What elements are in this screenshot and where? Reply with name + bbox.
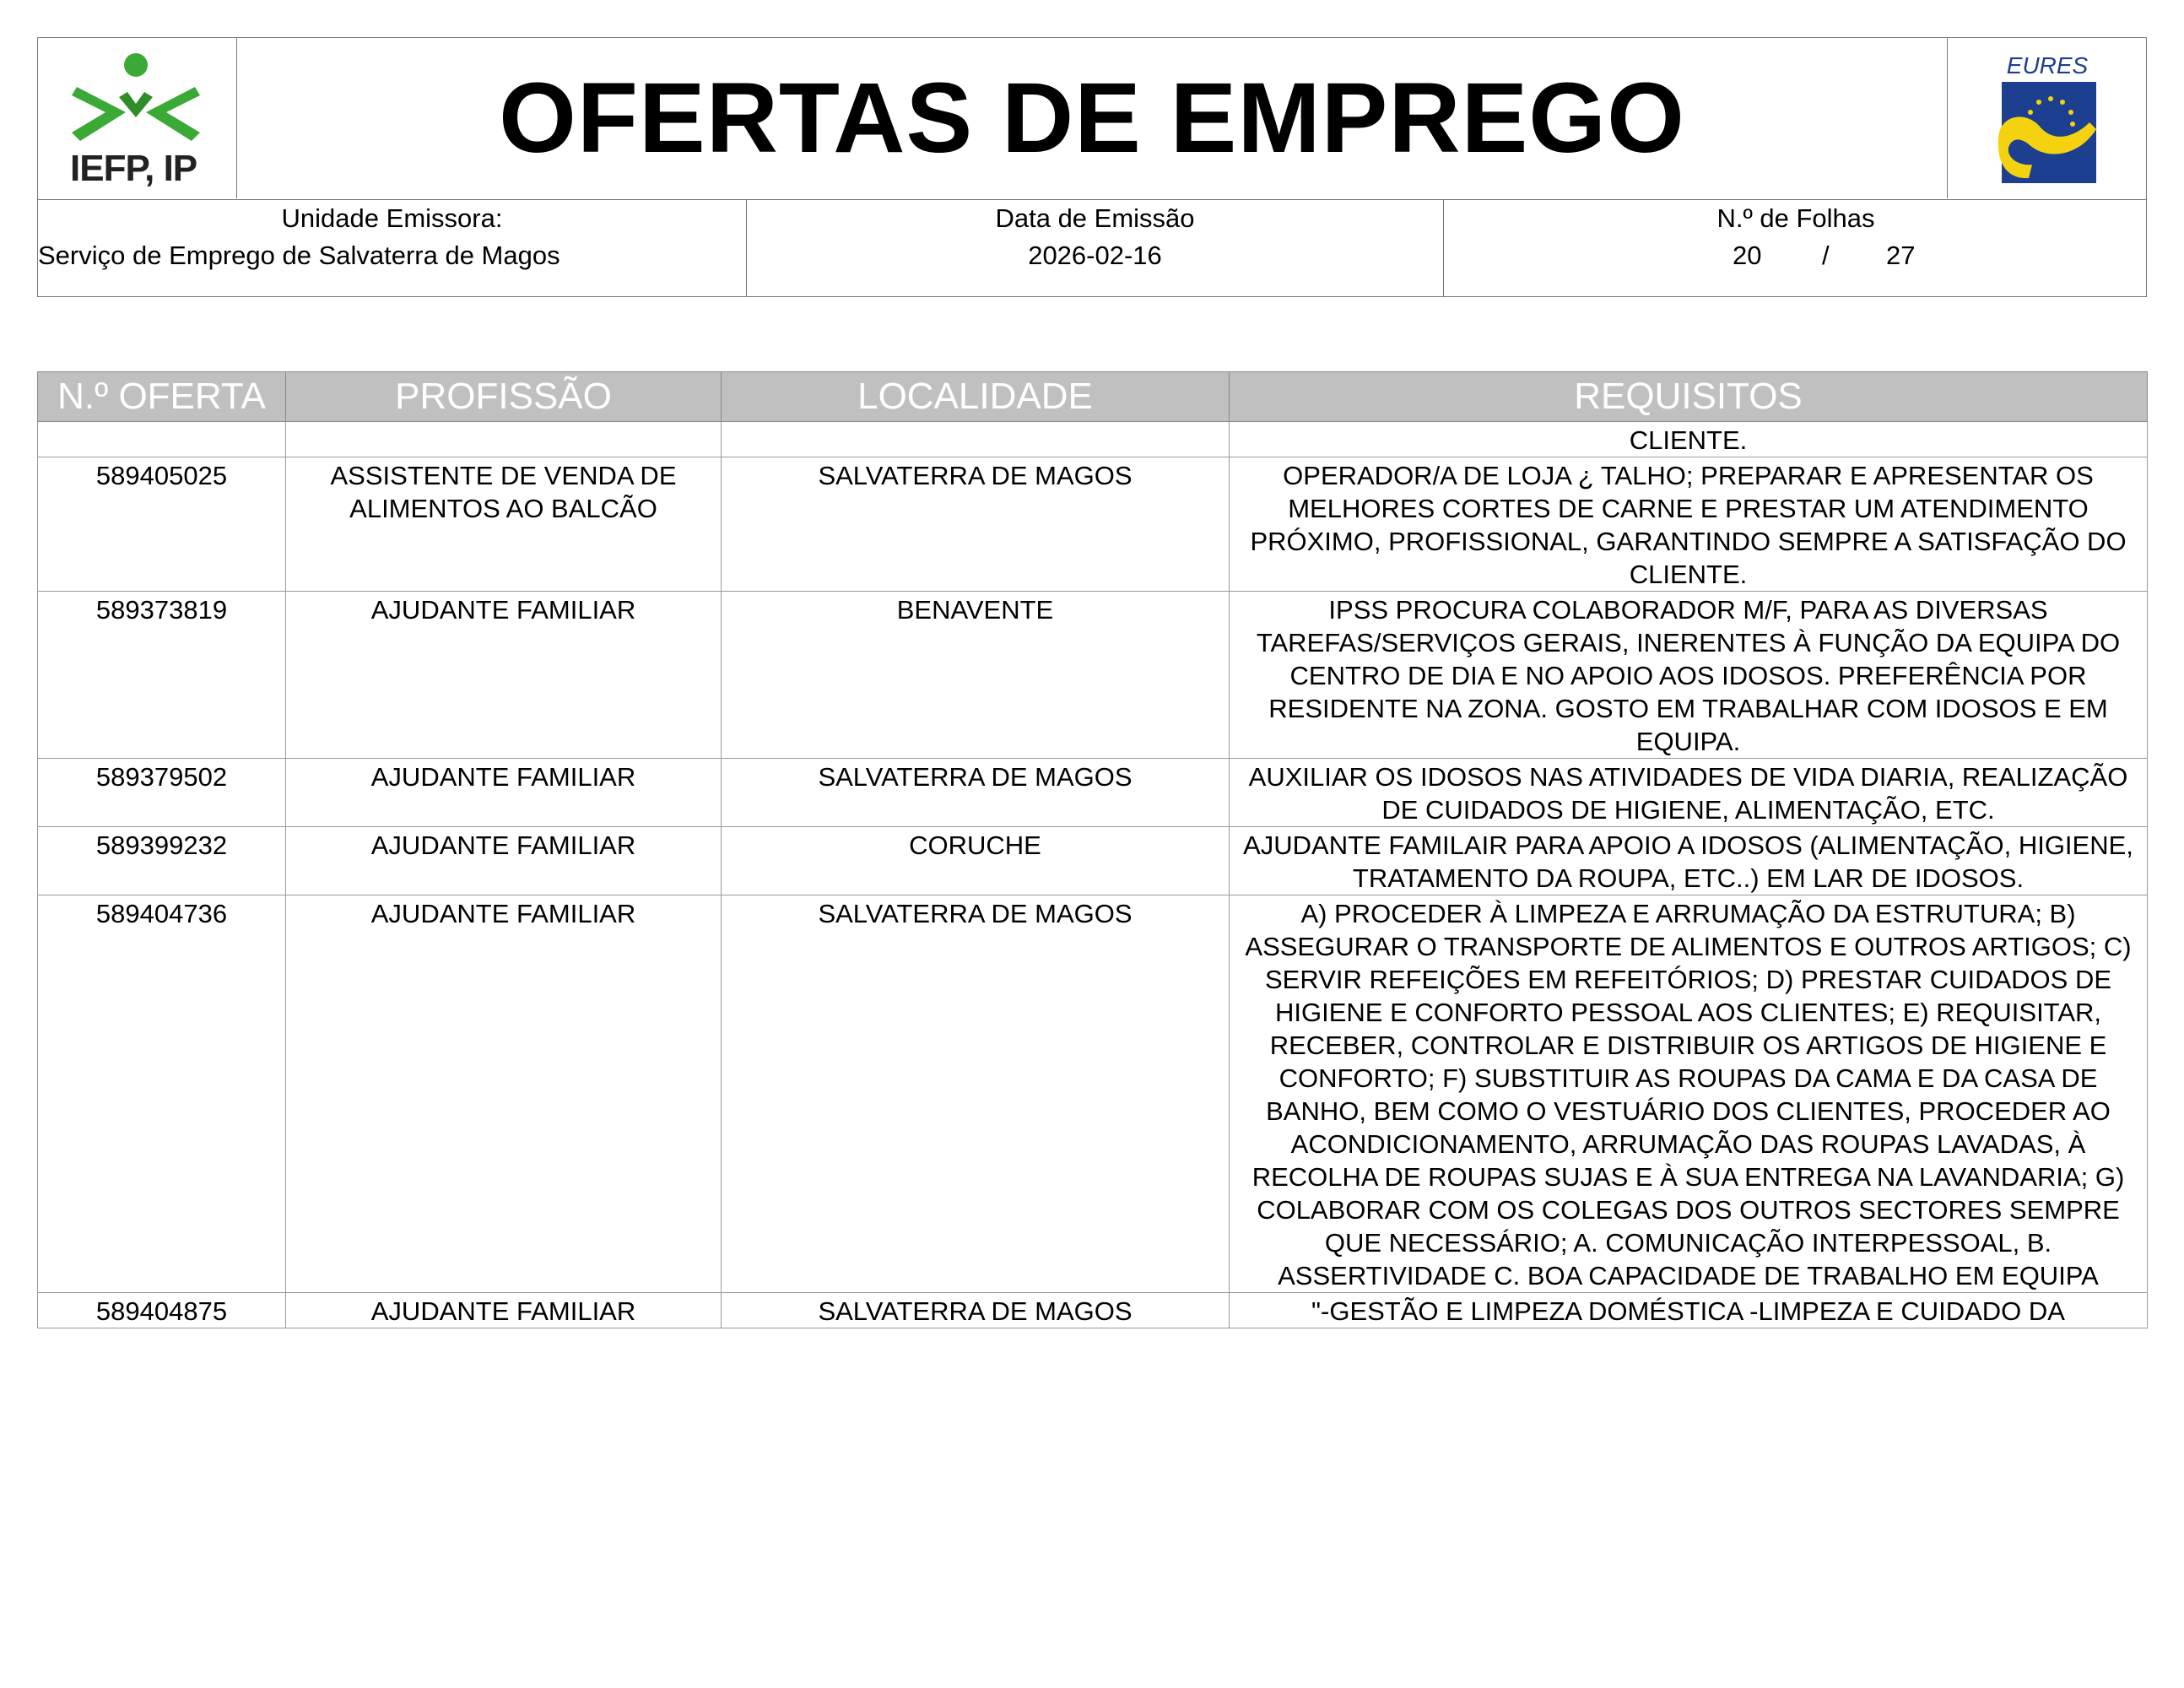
- header-top-row: [38, 38, 2146, 200]
- cell-profissao: ASSISTENTE DE VENDA DE ALIMENTOS AO BALCÃO: [286, 457, 722, 592]
- cell-oferta: 589379502: [38, 759, 286, 827]
- document-header: [37, 37, 2147, 297]
- offers-table-body: [38, 422, 2148, 1328]
- numero-folhas-value: [1444, 237, 2148, 274]
- offers-table: [37, 371, 2148, 1328]
- unidade-emissora-cell: [38, 200, 747, 296]
- cell-oferta: 589373819: [38, 592, 286, 759]
- data-emissao-cell: [747, 200, 1444, 296]
- table-row: [38, 422, 2148, 457]
- iefp-logo: [38, 38, 237, 198]
- eures-logo-text: EURES: [2006, 52, 2089, 78]
- column-header-localidade: LOCALIDADE: [722, 372, 1230, 422]
- table-row: [38, 592, 2148, 759]
- column-header-profissao: PROFISSÃO: [286, 372, 722, 422]
- cell-oferta: 589404736: [38, 895, 286, 1293]
- folhas-current: 20: [1733, 241, 1762, 270]
- table-row: [38, 759, 2148, 827]
- cell-requisitos: OPERADOR/A DE LOJA ¿ TALHO; PREPARAR E APRESENTAR OS MELHORES CORTES DE CARNE E PRESTAR UM ATENDIMENTO PRÓXIMO, PROFISSIONAL, GARANTINDO SEMPRE A SATISFAÇÃO DO CLIENTE.: [1230, 457, 2148, 592]
- cell-profissao: AJUDANTE FAMILIAR: [286, 1293, 722, 1328]
- header-info-row: [38, 200, 2146, 296]
- cell-oferta: 589404875: [38, 1293, 286, 1328]
- cell-requisitos: A) PROCEDER À LIMPEZA E ARRUMAÇÃO DA ESTRUTURA; B) ASSEGURAR O TRANSPORTE DE ALIMENTOS E OUTROS ARTIGOS; C) SERVIR REFEIÇÕES EM REFEITÓRIOS; D) PRESTAR CUIDADOS DE HIGIENE E CONFORTO PESSOAL AOS CLIENTES; E) REQUISITAR, RECEBER, CONTROLAR E DISTRIBUIR OS ARTIGOS DE HIGIENE E CONFORTO; F) SUBSTITUIR AS ROUPAS DA CAMA E DA CASA DE BANHO, BEM COMO O VESTUÁRIO DOS CLIENTES, PROCEDER AO ACONDICIONAMENTO, ARRUMAÇÃO DAS ROUPAS LAVADAS, À RECOLHA DE ROUPAS SUJAS E À SUA ENTREGA NA LAVANDARIA; G) COLABORAR COM OS COLEGAS DOS OUTROS SECTORES SEMPRE QUE NECESSÁRIO; A. COMUNICAÇÃO INTERPESSOAL, B. ASSERTIVIDADE C. BOA CAPACIDADE DE TRABALHO EM EQUIPA: [1230, 895, 2148, 1293]
- cell-requisitos: CLIENTE.: [1230, 422, 2148, 457]
- data-emissao-label: Data de Emissão: [995, 203, 1195, 233]
- column-header-requisitos: REQUISITOS: [1230, 372, 2148, 422]
- cell-oferta: 589399232: [38, 827, 286, 895]
- folhas-total: 27: [1886, 241, 1916, 270]
- eures-logo: [1947, 38, 2146, 198]
- cell-profissao: AJUDANTE FAMILIAR: [286, 895, 722, 1293]
- cell-localidade: CORUCHE: [722, 827, 1230, 895]
- table-row: [38, 457, 2148, 592]
- cell-localidade: SALVATERRA DE MAGOS: [722, 1293, 1230, 1328]
- cell-profissao: AJUDANTE FAMILIAR: [286, 759, 722, 827]
- cell-profissao: AJUDANTE FAMILIAR: [286, 827, 722, 895]
- cell-profissao: [286, 422, 722, 457]
- table-row: [38, 895, 2148, 1293]
- folhas-separator: /: [1822, 241, 1830, 270]
- column-header-oferta: N.º OFERTA: [38, 372, 286, 422]
- data-emissao-value: 2026-02-16: [1028, 241, 1162, 270]
- cell-localidade: SALVATERRA DE MAGOS: [722, 457, 1230, 592]
- table-row: [38, 1293, 2148, 1328]
- cell-localidade: [722, 422, 1230, 457]
- table-row: [38, 827, 2148, 895]
- unidade-emissora-value: Serviço de Emprego de Salvaterra de Magos: [38, 241, 560, 270]
- eures-logo-icon: [1948, 38, 2147, 198]
- cell-requisitos: AJUDANTE FAMILAIR PARA APOIO A IDOSOS (ALIMENTAÇÃO, HIGIENE, TRATAMENTO DA ROUPA, ETC..) EM LAR DE IDOSOS.: [1230, 827, 2148, 895]
- numero-folhas-cell: [1444, 200, 2148, 296]
- numero-folhas-label: N.º de Folhas: [1716, 203, 1875, 233]
- cell-localidade: SALVATERRA DE MAGOS: [722, 895, 1230, 1293]
- unidade-emissora-label: Unidade Emissora:: [281, 203, 503, 233]
- page-title: OFERTAS DE EMPREGO: [499, 62, 1685, 174]
- cell-localidade: SALVATERRA DE MAGOS: [722, 759, 1230, 827]
- cell-oferta: 589405025: [38, 457, 286, 592]
- iefp-logo-text: IEFP, IP: [70, 148, 197, 189]
- cell-oferta: [38, 422, 286, 457]
- table-header-row: [38, 372, 2148, 422]
- cell-profissao: AJUDANTE FAMILIAR: [286, 592, 722, 759]
- cell-requisitos: IPSS PROCURA COLABORADOR M/F, PARA AS DIVERSAS TAREFAS/SERVIÇOS GERAIS, INERENTES À FUNÇÃO DA EQUIPA DO CENTRO DE DIA E NO APOIO AOS IDOSOS. PREFERÊNCIA POR RESIDENTE NA ZONA. GOSTO EM TRABALHAR COM IDOSOS E EM EQUIPA.: [1230, 592, 2148, 759]
- cell-requisitos: "-GESTÃO E LIMPEZA DOMÉSTICA -LIMPEZA E CUIDADO DA: [1230, 1293, 2148, 1328]
- cell-requisitos: AUXILIAR OS IDOSOS NAS ATIVIDADES DE VIDA DIARIA, REALIZAÇÃO DE CUIDADOS DE HIGIENE, ALIMENTAÇÃO, ETC.: [1230, 759, 2148, 827]
- iefp-logo-icon: [38, 43, 237, 153]
- cell-localidade: BENAVENTE: [722, 592, 1230, 759]
